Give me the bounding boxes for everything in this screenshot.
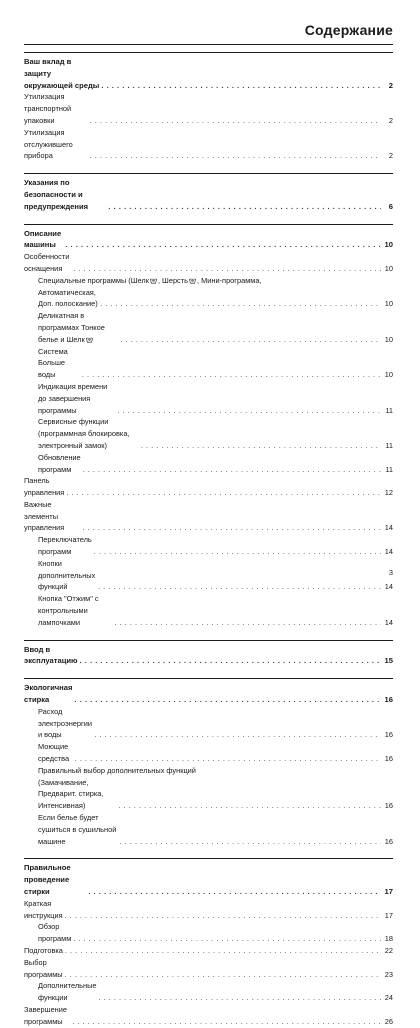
section-divider xyxy=(24,858,393,859)
toc-page-number: 2 xyxy=(388,115,393,125)
toc-entry-text xyxy=(24,251,71,275)
toc-entry-text xyxy=(38,921,71,945)
toc-heading[interactable] xyxy=(24,177,393,212)
toc-page-number: 16 xyxy=(384,836,393,846)
toc-page-number: 11 xyxy=(385,440,393,450)
toc-page-number: 10 xyxy=(384,263,393,273)
section-divider xyxy=(24,640,393,641)
section-divider xyxy=(24,224,393,225)
dot-leader xyxy=(74,694,381,706)
toc-page-number: 2 xyxy=(388,80,393,90)
dot-leader xyxy=(65,969,381,981)
toc-entry-label: Деликатная в программах Тонкое белье и Шелк xyxy=(38,311,105,344)
dot-leader xyxy=(121,334,381,346)
toc-entry[interactable] xyxy=(24,91,393,126)
dot-leader xyxy=(94,729,381,741)
toc-entry[interactable] xyxy=(24,777,393,812)
dot-leader xyxy=(73,263,381,275)
toc-entry-text xyxy=(38,765,196,777)
toc-entry-line xyxy=(24,765,393,777)
toc-entry[interactable] xyxy=(24,346,393,381)
toc-heading[interactable] xyxy=(24,644,393,668)
toc-entry[interactable] xyxy=(24,499,393,534)
dot-leader xyxy=(141,440,381,452)
toc-entry[interactable] xyxy=(24,1004,393,1028)
toc-entry[interactable] xyxy=(24,381,393,416)
toc-page-number: 11 xyxy=(385,405,393,415)
toc-page-number: 17 xyxy=(384,887,393,896)
toc-entry-text xyxy=(38,452,81,476)
toc-page-number: 24 xyxy=(384,993,393,1003)
dot-leader xyxy=(88,886,381,898)
toc-heading[interactable] xyxy=(24,228,393,252)
toc-page-number: 18 xyxy=(384,934,393,944)
toc-heading[interactable] xyxy=(24,682,393,706)
hand-wash-icon xyxy=(150,276,157,282)
toc-entry-text xyxy=(24,228,63,252)
toc-entry-text xyxy=(24,957,63,981)
dot-leader xyxy=(65,910,381,922)
toc-page-number: 14 xyxy=(384,617,393,627)
toc-heading[interactable] xyxy=(24,862,393,897)
toc-entry-text xyxy=(38,534,92,558)
dot-leader xyxy=(100,298,381,310)
toc-entry-text xyxy=(38,310,119,345)
toc-page-number: 26 xyxy=(384,1016,393,1026)
toc-entry-label: Кнопки дополнительных функций xyxy=(38,558,96,592)
page-title: Содержание xyxy=(304,22,393,38)
toc-entry-label: Обновление программ xyxy=(38,452,81,474)
toc-entry-text xyxy=(24,862,86,897)
dot-leader xyxy=(119,800,382,812)
dot-leader xyxy=(108,201,381,213)
toc-entry-text xyxy=(24,1004,70,1028)
table-of-contents xyxy=(24,52,393,1028)
toc-entry[interactable] xyxy=(24,593,393,628)
dot-leader xyxy=(90,150,381,162)
dot-leader xyxy=(66,487,381,499)
toc-page-number: 14 xyxy=(384,582,393,592)
toc-entry[interactable] xyxy=(24,898,393,922)
toc-entry[interactable] xyxy=(24,251,393,275)
toc-entry-text xyxy=(24,644,78,668)
dot-leader xyxy=(82,369,381,381)
toc-entry-label: Индикация времени до завершения программы xyxy=(38,381,108,415)
toc-entry-label: Особенности оснащения xyxy=(24,252,70,273)
toc-entry[interactable] xyxy=(24,416,393,451)
toc-entry-label: Расход электроэнергии и воды xyxy=(38,706,92,740)
toc-entry-text xyxy=(38,741,73,765)
toc-entry-label: Утилизация транспортной упаковки xyxy=(24,92,72,125)
toc-entry-label: Ввод в эксплуатацию xyxy=(24,644,78,666)
toc-entry-text: Автоматическая, Доп. полоскание) xyxy=(38,287,98,309)
section-divider xyxy=(24,52,393,53)
toc-entry-text xyxy=(24,177,106,212)
toc-page-number: 16 xyxy=(384,801,393,811)
toc-entry-text-part: Правильный выбор дополнительных функций xyxy=(38,765,196,775)
toc-section xyxy=(24,640,393,668)
toc-entry-label: Выбор программы xyxy=(24,957,63,979)
toc-entry-label: Кнопка "Отжим" с контрольными лампочками xyxy=(38,594,99,627)
dot-leader xyxy=(99,992,381,1004)
toc-entry[interactable] xyxy=(24,706,393,741)
toc-entry-label: Сервисные функции (программная блокировка, электронный замок) xyxy=(38,417,130,450)
toc-entry[interactable] xyxy=(24,310,393,345)
dot-leader xyxy=(73,933,381,945)
toc-entry-text xyxy=(24,898,63,922)
title-divider xyxy=(24,44,393,45)
toc-page-number: 17 xyxy=(384,910,393,920)
toc-entry-line xyxy=(24,275,393,287)
toc-entry-label: Указания по безопасности и предупреждения xyxy=(24,178,89,211)
toc-page-number: 23 xyxy=(384,969,393,979)
toc-page-number: 10 xyxy=(384,370,393,380)
dot-leader xyxy=(65,239,381,251)
toc-entry-label: Система Больше воды xyxy=(38,346,68,380)
toc-entry[interactable] xyxy=(24,741,393,765)
toc-entry-label: Дополнительные функции xyxy=(38,981,97,1003)
page-number: 3 xyxy=(388,568,393,577)
toc-page-number: 14 xyxy=(384,523,393,533)
hand-wash-icon xyxy=(189,276,196,282)
toc-entry-label: Обзор программ xyxy=(38,922,72,944)
toc-entry-text xyxy=(38,706,92,741)
toc-section xyxy=(24,224,393,629)
toc-entry[interactable] xyxy=(24,980,393,1004)
toc-page-number: 12 xyxy=(384,488,393,498)
toc-entry-text xyxy=(38,275,262,287)
toc-entry-label: Моющие средства xyxy=(38,742,70,764)
toc-page-number: 14 xyxy=(384,547,393,557)
toc-page-number: 16 xyxy=(384,730,393,740)
toc-entry-label: Подготовка xyxy=(24,945,63,955)
toc-section xyxy=(24,52,393,162)
toc-entry-label: Переключатель программ xyxy=(38,535,92,557)
toc-heading[interactable] xyxy=(24,56,393,91)
toc-entry-text xyxy=(24,945,63,957)
toc-entry-text xyxy=(24,91,88,126)
hand-wash-icon xyxy=(86,335,93,341)
dot-leader xyxy=(65,945,381,957)
toc-entry-label: Правильное проведение стирки xyxy=(24,863,71,896)
toc-entry-text xyxy=(38,593,113,628)
toc-entry-label: Если белье будет сушиться в сушильной машине xyxy=(38,813,117,846)
section-divider xyxy=(24,678,393,679)
toc-entry-text xyxy=(24,127,88,162)
toc-entry-text-part: Специальные программы (Шелк xyxy=(38,275,149,285)
toc-entry[interactable] xyxy=(24,957,393,981)
toc-entry-label: Панель управления xyxy=(24,476,65,498)
toc-entry[interactable] xyxy=(24,921,393,945)
toc-entry[interactable] xyxy=(24,127,393,162)
toc-entry[interactable] xyxy=(24,475,393,499)
dot-leader xyxy=(101,80,381,92)
toc-page-number: 16 xyxy=(384,695,393,705)
toc-entry[interactable] xyxy=(24,558,393,593)
toc-entry-text xyxy=(38,558,96,593)
toc-entry-text xyxy=(24,499,81,534)
toc-entry-text xyxy=(38,381,115,416)
toc-page-number: 16 xyxy=(384,754,393,764)
toc-entry[interactable] xyxy=(24,287,393,311)
toc-entry[interactable] xyxy=(24,812,393,847)
toc-section xyxy=(24,678,393,847)
dot-leader xyxy=(120,836,381,848)
toc-entry-text xyxy=(24,682,72,706)
toc-entry[interactable] xyxy=(24,534,393,558)
section-divider xyxy=(24,173,393,174)
dot-leader xyxy=(90,115,381,127)
dot-leader xyxy=(83,522,381,534)
dot-leader xyxy=(117,405,381,417)
toc-entry-text xyxy=(38,980,97,1004)
toc-entry-text xyxy=(24,56,99,91)
toc-entry-label: Утилизация отслужившего прибора xyxy=(24,127,73,161)
toc-page-number: 15 xyxy=(384,656,393,666)
toc-page-number: 6 xyxy=(388,201,393,211)
toc-entry-label: Краткая инструкция xyxy=(24,898,63,920)
toc-entry[interactable] xyxy=(24,452,393,476)
dot-leader xyxy=(72,1016,381,1028)
toc-entry-text-part: , Шерсть xyxy=(157,275,188,285)
toc-entry[interactable] xyxy=(24,945,393,957)
toc-entry-label: Завершение программы xyxy=(24,1004,67,1026)
toc-section xyxy=(24,858,393,1027)
dot-leader xyxy=(94,546,381,558)
toc-entry-text: (Замачивание, Предварит. стирка, Интенсивная) xyxy=(38,777,104,811)
toc-entry-text xyxy=(24,475,64,499)
toc-section xyxy=(24,173,393,212)
toc-page-number: 2 xyxy=(388,151,393,161)
toc-page-number: 10 xyxy=(384,299,393,309)
dot-leader xyxy=(115,617,381,629)
toc-page-number: 10 xyxy=(384,240,393,250)
toc-entry-label: Описание машины xyxy=(24,228,62,250)
toc-entry-text-part: , Мини-программа, xyxy=(197,275,262,285)
toc-entry-label: Ваш вклад в защиту окружающей среды xyxy=(24,57,100,90)
toc-page-number: 11 xyxy=(385,464,393,474)
toc-entry-label: Экологичная стирка xyxy=(24,683,73,705)
toc-entry-text xyxy=(38,416,139,451)
dot-leader xyxy=(80,655,381,667)
dot-leader xyxy=(83,464,381,476)
toc-entry-text xyxy=(38,812,118,847)
dot-leader xyxy=(98,581,381,593)
dot-leader xyxy=(75,753,381,765)
toc-entry-label: Важные элементы управления xyxy=(24,499,65,533)
toc-page-number: 10 xyxy=(384,334,393,344)
toc-page-number: 22 xyxy=(384,945,393,955)
toc-entry-text xyxy=(38,346,80,381)
